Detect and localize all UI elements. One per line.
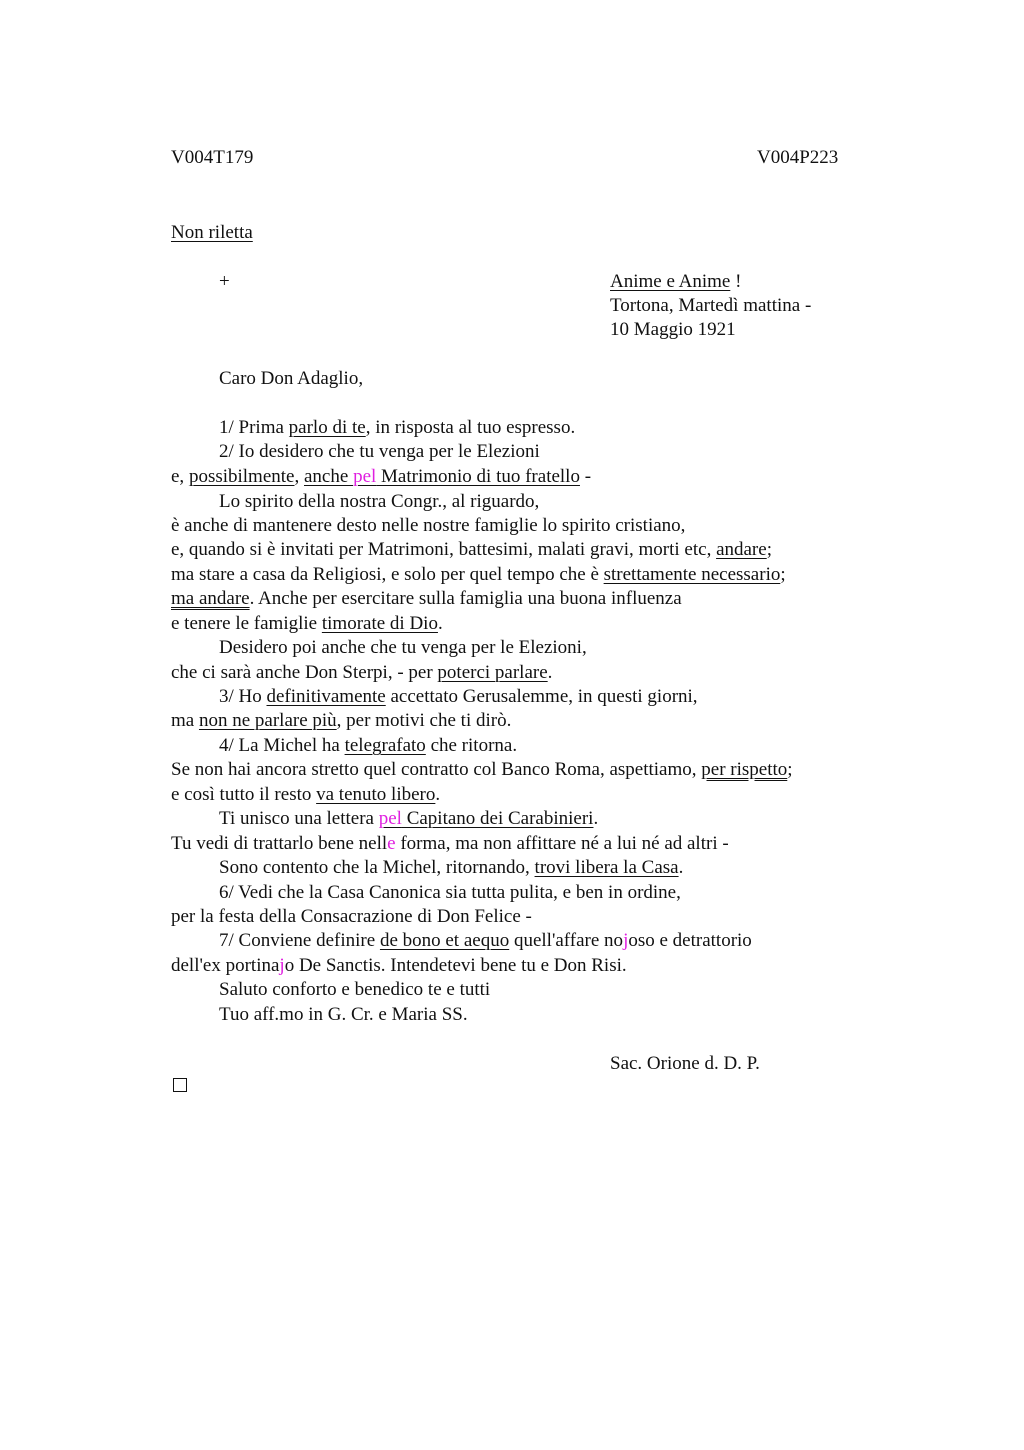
- note-non-riletta: Non riletta: [171, 222, 253, 243]
- body-line-15: [171, 758, 793, 782]
- cross-symbol: +: [219, 271, 230, 292]
- text-segment: o De Sanctis. Intendetevi bene tu e Don Risi.: [284, 955, 627, 976]
- text-segment: Se non hai ancora stretto quel contratto col Banco Roma, aspettiamo,: [171, 759, 702, 780]
- underlined-segment: de bono et aequo: [379, 930, 510, 951]
- underlined-segment: Matrimonio di tuo fratello: [376, 466, 580, 487]
- correction-segment: pel: [353, 466, 377, 487]
- heading-motto: [610, 270, 741, 294]
- correction-segment: pel: [378, 808, 402, 829]
- motto-text: Anime e Anime: [610, 271, 731, 292]
- underlined-segment: va tenuto libero: [316, 784, 436, 805]
- underlined-segment: andare: [716, 539, 767, 560]
- underlined-segment: possibilmente: [188, 466, 295, 487]
- text-segment: .: [547, 662, 553, 683]
- text-segment: 7/ Conviene definire: [219, 930, 380, 951]
- text-segment: , in risposta al tuo espresso.: [365, 417, 576, 438]
- text-segment: e,: [171, 466, 189, 487]
- body-line-2: 2/ Io desidero che tu venga per le Elezioni: [219, 441, 540, 462]
- text-segment: Sono contento che la Michel, ritornando,: [219, 857, 535, 878]
- correction-segment: j: [623, 930, 629, 951]
- body-line-10: Desidero poi anche che tu venga per le Elezioni,: [219, 637, 587, 658]
- body-line-21: per la festa della Consacrazione di Don Felice -: [171, 906, 532, 927]
- text-segment: accettato Gerusalemme, in questi giorni,: [385, 686, 698, 707]
- body-line-24: Saluto conforto e benedico te e tutti: [219, 979, 491, 1000]
- text-segment: e, quando si è invitati per Matrimoni, battesimi, malati gravi, morti etc,: [171, 539, 717, 560]
- text-segment: -: [579, 466, 592, 487]
- text-segment: ,: [294, 466, 304, 487]
- text-segment: 1/ Prima: [219, 417, 289, 438]
- correction-segment: j: [279, 955, 285, 976]
- text-segment: .: [435, 784, 441, 805]
- text-segment: ma stare a casa da Religiosi, e solo per quel tempo che è: [171, 564, 604, 585]
- text-segment: e così tutto il resto: [171, 784, 317, 805]
- text-segment: ;: [787, 759, 793, 780]
- text-segment: .: [437, 613, 443, 634]
- text-segment: Tu vedi di trattarlo bene nell: [171, 833, 388, 854]
- body-line-4: Lo spirito della nostra Congr., al riguardo,: [219, 491, 540, 512]
- signature: Sac. Orione d. D. P.: [610, 1053, 760, 1074]
- underlined-segment: non ne parlare più: [198, 710, 337, 731]
- body-line-9: [171, 612, 443, 636]
- underlined-segment: timorate di Dio: [321, 613, 438, 634]
- checkbox-square-icon: [173, 1078, 187, 1092]
- body-line-20: 6/ Vedi che la Casa Canonica sia tutta pulita, e ben in ordine,: [219, 882, 681, 903]
- text-segment: , per motivi che ti dirò.: [336, 710, 512, 731]
- underlined-segment: trovi libera la Casa: [534, 857, 679, 878]
- text-segment: . Anche per esercitare sulla famiglia una buona influenza: [249, 588, 682, 609]
- body-line-16: [171, 783, 440, 807]
- text-segment: ;: [780, 564, 786, 585]
- body-line-5: è anche di mantenere desto nelle nostre famiglie lo spirito cristiano,: [171, 515, 686, 536]
- underlined-segment: telegrafato: [344, 735, 426, 756]
- body-line-12: [219, 685, 698, 709]
- text-segment: .: [593, 808, 599, 829]
- body-line-13: [171, 709, 511, 733]
- text-segment: .: [678, 857, 684, 878]
- motto-end: !: [730, 271, 742, 292]
- body-line-1: [219, 416, 575, 440]
- text-segment: ma: [171, 710, 199, 731]
- body-line-23: [171, 954, 627, 978]
- header-right-code: V004P223: [757, 147, 839, 168]
- text-segment: e tenere le famiglie: [171, 613, 322, 634]
- underlined-segment: anche: [304, 466, 354, 487]
- text-segment: dell'ex portina: [171, 955, 280, 976]
- body-line-3: [171, 465, 591, 489]
- double-underlined-segment: ma andare: [171, 588, 250, 609]
- text-segment: che ci sarà anche Don Sterpi, - per: [171, 662, 438, 683]
- heading-place-day: Tortona, Martedì mattina -: [610, 295, 812, 316]
- body-line-7: [171, 563, 786, 587]
- body-line-6: [171, 538, 772, 562]
- text-segment: Ti unisco una lettera: [219, 808, 379, 829]
- correction-segment: e: [387, 833, 396, 854]
- text-segment: 4/ La Michel ha: [219, 735, 345, 756]
- underlined-segment: Capitano dei Carabinieri: [401, 808, 594, 829]
- header-left-code: V004T179: [171, 147, 254, 168]
- text-segment: 3/ Ho: [219, 686, 267, 707]
- text-segment: oso e detrattorio: [628, 930, 752, 951]
- body-line-8: [171, 587, 682, 611]
- body-line-14: [219, 734, 517, 758]
- body-line-11: [171, 661, 552, 685]
- body-line-19: [219, 856, 683, 880]
- body-line-17: [219, 807, 598, 831]
- text-segment: forma, ma non affittare né a lui né ad altri -: [395, 833, 729, 854]
- body-line-25: Tuo aff.mo in G. Cr. e Maria SS.: [219, 1004, 468, 1025]
- text-segment: che ritorna.: [425, 735, 518, 756]
- underlined-segment: poterci parlare: [437, 662, 548, 683]
- heading-date: 10 Maggio 1921: [610, 319, 736, 340]
- greeting: Caro Don Adaglio,: [219, 368, 364, 389]
- text-segment: ;: [766, 539, 772, 560]
- text-segment: quell'affare no: [509, 930, 624, 951]
- body-line-22: [219, 929, 752, 953]
- double-underlined-segment: per rispetto: [701, 759, 788, 780]
- underlined-segment: strettamente necessario: [603, 564, 781, 585]
- underlined-segment: definitivamente: [266, 686, 386, 707]
- underlined-segment: parlo di te: [288, 417, 366, 438]
- body-line-18: [171, 832, 729, 856]
